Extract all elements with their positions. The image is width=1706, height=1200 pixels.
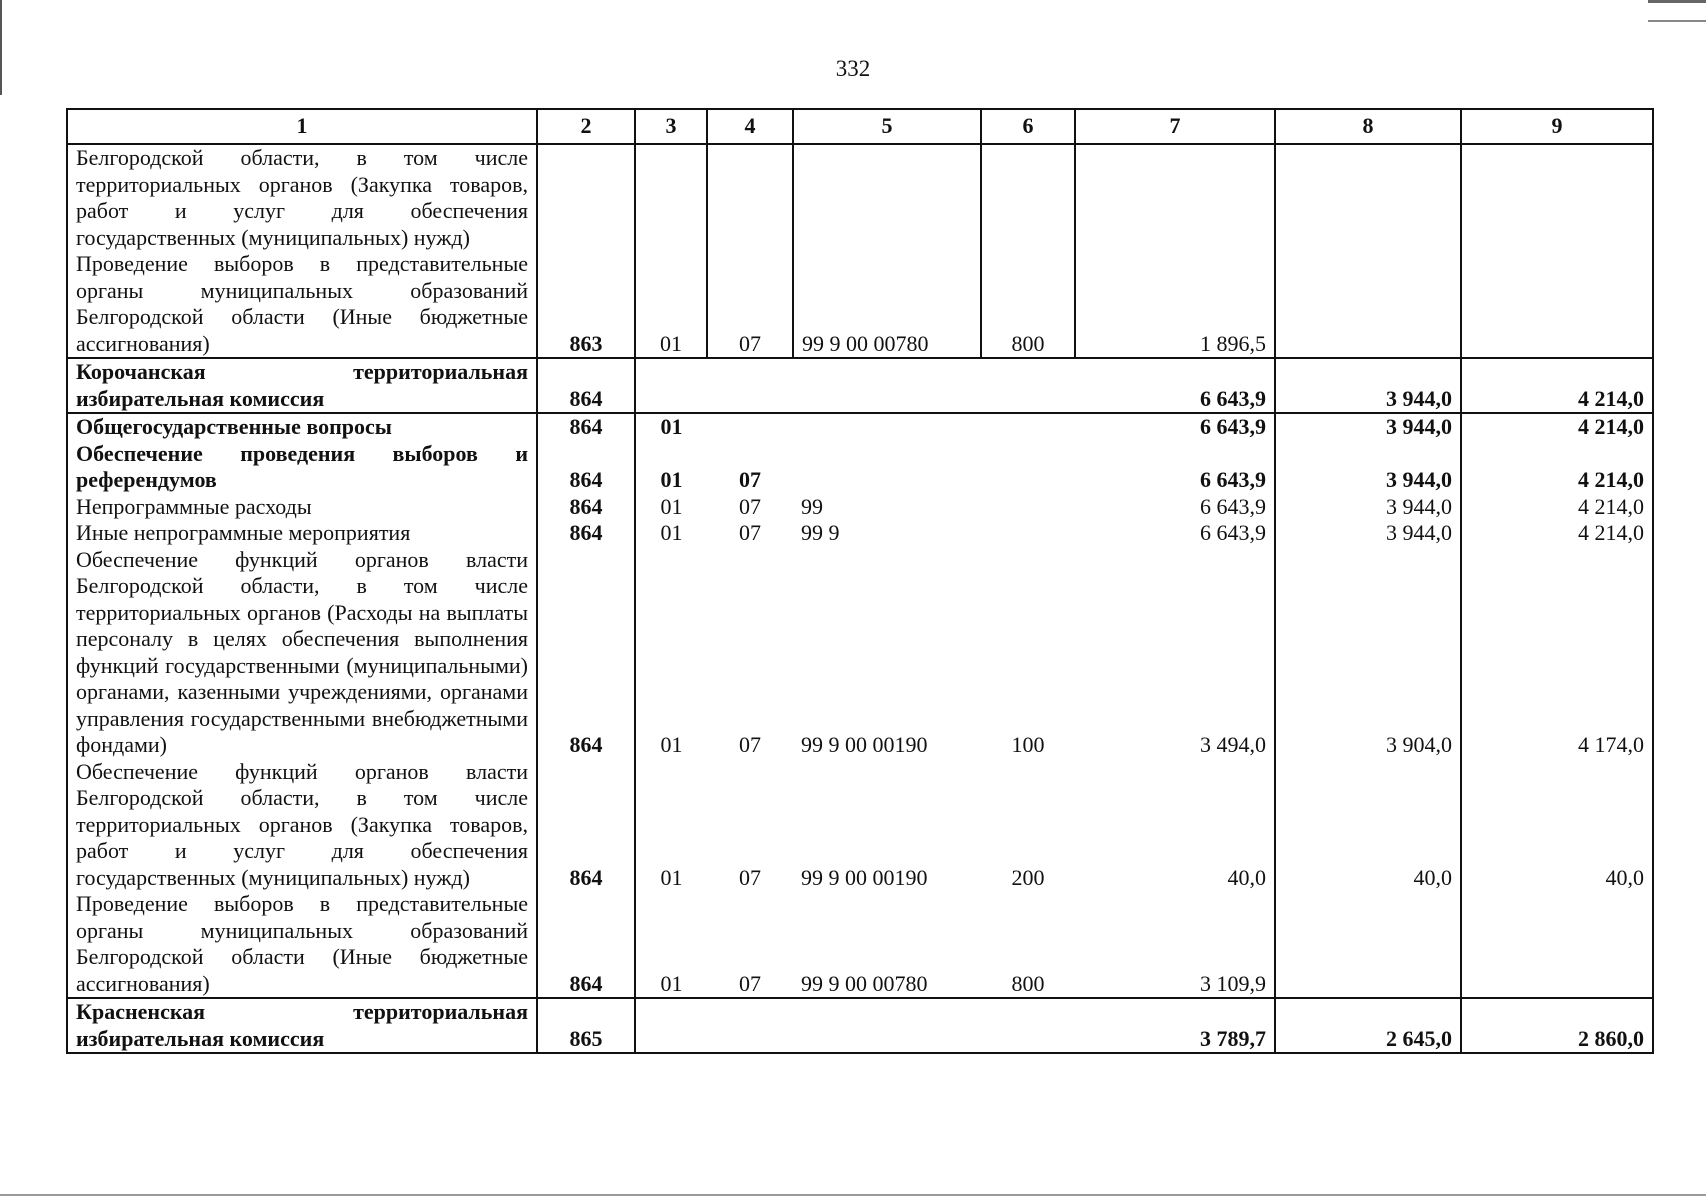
row-description: Иные непрограммные мероприятия: [67, 520, 537, 547]
cell-amount-col7: 3 789,7: [1075, 998, 1275, 1053]
cell-section: 01: [660, 864, 683, 890]
cell-target-article: 99 9 00 00780: [793, 251, 981, 358]
column-header: 2: [537, 109, 635, 144]
cell-section: 01: [660, 970, 683, 996]
cell-ministry: 864: [537, 759, 635, 892]
cell-subsection: 07: [739, 520, 761, 545]
cell-section: [635, 144, 707, 251]
cell-amount-col7: [1075, 144, 1275, 251]
table-row: [67, 998, 1653, 1053]
cell-amount-col8: 3 944,0: [1275, 358, 1461, 413]
cell-expense-type: [981, 520, 1075, 547]
cell-amount-col8: 2 645,0: [1275, 998, 1461, 1053]
cell-amount-col8: [1275, 891, 1461, 998]
column-header: 6: [981, 109, 1075, 144]
cell-expense-type: 800: [1011, 970, 1045, 996]
cell-amount-col9: 4 174,0: [1461, 547, 1653, 759]
scan-edge-bottom: [0, 1194, 1706, 1196]
cell-ministry: 864: [537, 547, 635, 759]
cell-target-article: 99 9 00 00190: [801, 864, 928, 890]
cell-section: 01: [635, 413, 707, 441]
table-row: [67, 494, 1653, 521]
scan-edge-right-2: [1648, 20, 1706, 22]
cell-amount-col8: [1275, 251, 1461, 358]
cell-target-article: 99 9: [801, 520, 840, 545]
cell-ministry: 864: [537, 891, 635, 998]
cell-amount-col7: 6 643,9: [1200, 467, 1266, 492]
cell-amount-col8: 3 904,0: [1275, 547, 1461, 759]
row-description: Проведение выборов в представительные органы муниципальных образований Белгородской области (Иные бюджетные ассигнования): [67, 891, 537, 998]
cell-amount-col9: 4 214,0: [1461, 358, 1653, 413]
column-header: 7: [1075, 109, 1275, 144]
table-row: [67, 547, 1653, 759]
cell-subsection: [707, 358, 793, 413]
cell-amount-col9: [1461, 251, 1653, 358]
cell-amount-col9: 4 214,0: [1461, 494, 1653, 521]
cell-amount-col7: 1 896,5: [1075, 251, 1275, 358]
cell-target-article: 99: [801, 493, 823, 519]
cell-section: [635, 998, 707, 1053]
cell-ministry: 864: [537, 413, 635, 441]
cell-target-article: [793, 358, 981, 413]
cell-expense-type: 800: [981, 251, 1075, 358]
cell-amount-col7: 6 643,9: [1075, 413, 1275, 441]
cell-section: 01: [660, 467, 683, 492]
cell-subsection: [707, 144, 793, 251]
cell-amount-col8: 3 944,0: [1275, 413, 1461, 441]
row-description: Общегосударственные вопросы: [67, 413, 537, 441]
table-row: [67, 759, 1653, 892]
row-description: Непрограммные расходы: [67, 494, 537, 521]
cell-expense-type: [981, 998, 1075, 1053]
table-row: [67, 891, 1653, 998]
cell-ministry: 864: [537, 494, 635, 521]
cell-expense-type: [981, 413, 1075, 441]
cell-amount-col8: 3 944,0: [1275, 441, 1461, 494]
cell-subsection: 07: [739, 970, 761, 996]
row-description: Красненская территориальная избирательная комиссия: [67, 998, 537, 1053]
cell-ministry: 863: [537, 251, 635, 358]
column-header: 3: [635, 109, 707, 144]
budget-table: [66, 108, 1654, 1054]
table-header-row: [67, 109, 1653, 144]
cell-amount-col9: 4 214,0: [1461, 413, 1653, 441]
cell-ministry: 864: [537, 441, 635, 494]
cell-ministry: 864: [537, 520, 635, 547]
cell-target-article: [793, 144, 981, 251]
column-header: 5: [793, 109, 981, 144]
cell-section: [635, 358, 707, 413]
cell-subsection: 07: [739, 864, 761, 890]
table-row: [67, 144, 1653, 251]
table-row: [67, 520, 1653, 547]
cell-target-article: [793, 998, 981, 1053]
column-header: 4: [707, 109, 793, 144]
cell-expense-type: [981, 441, 1075, 494]
cell-subsection: 07: [739, 732, 761, 757]
row-description: Обеспечение проведения выборов и референдумов: [67, 441, 537, 494]
cell-amount-col9: 4 214,0: [1461, 520, 1653, 547]
cell-amount-col8: 3 944,0: [1275, 494, 1461, 521]
cell-target-article: 99 9 00 00190: [801, 732, 928, 757]
table-row: [67, 413, 1653, 441]
cell-ministry: 864: [537, 358, 635, 413]
row-description: Обеспечение функций органов власти Белгородской области, в том числе территориальных органов (Расходы на выплаты персоналу в целях обеспечения выполнения функций государственными (муниципальными) органами, казенными учреждениями, органами управления государственными внебюджетными фондами): [67, 547, 537, 759]
cell-target-article: [793, 441, 981, 494]
row-description: Обеспечение функций органов власти Белгородской области, в том числе территориальных органов (Закупка товаров, работ и услуг для обеспечения государственных (муниципальных) нужд): [67, 759, 537, 892]
cell-target-article: 99 9 00 00780: [801, 970, 928, 996]
row-description: Проведение выборов в представительные органы муниципальных образований Белгородской области (Иные бюджетные ассигнования): [67, 251, 537, 358]
cell-subsection: [707, 998, 793, 1053]
column-header: 9: [1461, 109, 1653, 144]
cell-amount-col7: 6 643,9: [1200, 493, 1266, 519]
cell-section: 01: [660, 732, 683, 757]
column-header: 1: [67, 109, 537, 144]
table-row: [67, 441, 1653, 494]
row-description: Белгородской области, в том числе территориальных органов (Закупка товаров, работ и услуг для обеспечения государственных (муниципальных) нужд): [67, 144, 537, 251]
cell-amount-col8: 40,0: [1275, 759, 1461, 892]
cell-expense-type: [981, 494, 1075, 521]
cell-amount-col8: [1275, 144, 1461, 251]
cell-amount-col7: 40,0: [1227, 864, 1266, 890]
cell-section: 01: [635, 251, 707, 358]
cell-amount-col7: 6 643,9: [1200, 520, 1266, 545]
cell-amount-col7: 3 109,9: [1200, 970, 1266, 996]
cell-target-article: [793, 413, 981, 441]
cell-amount-col9: 4 214,0: [1461, 441, 1653, 494]
cell-ministry: [537, 144, 635, 251]
column-header: 8: [1275, 109, 1461, 144]
cell-amount-col8: 3 944,0: [1275, 520, 1461, 547]
cell-ministry: 865: [537, 998, 635, 1053]
cell-amount-col7: 6 643,9: [1075, 358, 1275, 413]
cell-expense-type: [981, 144, 1075, 251]
cell-amount-col9: 2 860,0: [1461, 998, 1653, 1053]
cell-subsection: 07: [739, 467, 761, 492]
cell-expense-type: [981, 358, 1075, 413]
cell-amount-col9: [1461, 891, 1653, 998]
cell-section: 01: [660, 520, 683, 545]
page-number: 332: [835, 56, 871, 81]
cell-section: 01: [660, 493, 683, 519]
cell-amount-col7: 3 494,0: [1200, 732, 1266, 757]
cell-amount-col9: [1461, 144, 1653, 251]
cell-amount-col9: 40,0: [1461, 759, 1653, 892]
row-description: Корочанская территориальная избирательная комиссия: [67, 358, 537, 413]
cell-subsection: 07: [739, 493, 761, 519]
cell-expense-type: 100: [1011, 732, 1045, 757]
scan-edge-right: [1648, 0, 1706, 3]
table-row: [67, 251, 1653, 358]
cell-expense-type: 200: [1011, 864, 1045, 890]
table-row: [67, 358, 1653, 413]
cell-subsection: [707, 413, 793, 441]
cell-subsection: 07: [707, 251, 793, 358]
